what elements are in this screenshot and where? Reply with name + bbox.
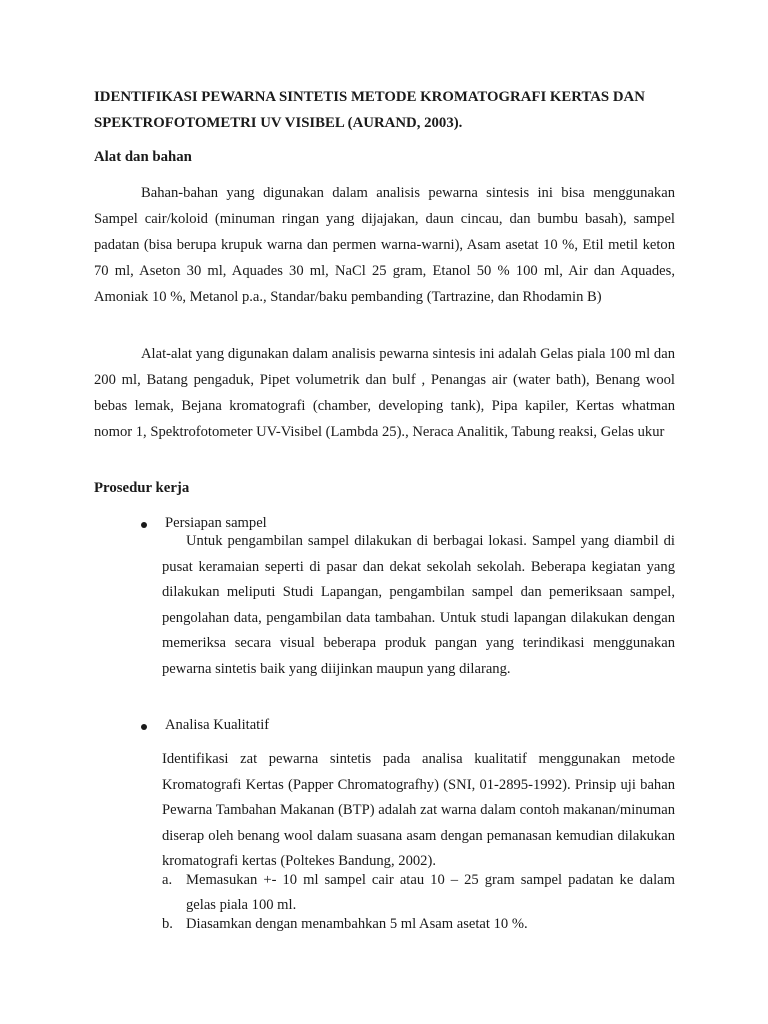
bullet-label: Persiapan sampel xyxy=(165,515,267,531)
list-item-text: Diasamkan dengan menambahkan 5 ml Asam asetat 10 %. xyxy=(186,916,528,932)
paragraph-persiapan-sampel: Untuk pengambilan sampel dilakukan di berbagai lokasi. Sampel yang diambil di pusat keramaian seperti di pasar dan dekat sekolah sekolah. Beberapa kegiatan yang dilakukan meliputi Studi Lapangan, pengambilan sampel dan pemeriksaan sampel, pengolahan data, pengambilan data tambahan. Untuk studi lapangan dilakukan dengan memeriksa secara visual beberapa produk pangan yang terindikasi menggunakan pewarna sintetis baik yang diijinkan maupun yang dilarang. xyxy=(162,533,675,677)
list-marker: b. xyxy=(162,916,173,932)
document-title: IDENTIFIKASI PEWARNA SINTETIS METODE KROMATOGRAFI KERTAS DAN SPEKTROFOTOMETRI UV VISIBEL (AURAND, 2003). xyxy=(94,89,645,131)
bullet-label: Analisa Kualitatif xyxy=(165,717,270,733)
bullet-dot-icon xyxy=(141,522,147,528)
heading-prosedur-kerja: Prosedur kerja xyxy=(94,480,190,496)
heading-alat-dan-bahan: Alat dan bahan xyxy=(94,149,192,165)
list-marker: a. xyxy=(162,872,173,888)
paragraph-bahan: Bahan-bahan yang digunakan dalam analisis pewarna sintesis ini bisa menggunakan Sampel cair/koloid (minuman ringan yang dijajakan, daun cincau, dan bumbu basah), sampel padatan (bisa berupa krupuk warna dan permen warna-warni), Asam asetat 10 %, Etil metil keton 70 ml, Aseton 30 ml, Aquades 30 ml, NaCl 25 gram, Etanol 50 % 100 ml, Air dan Aquades, Amoniak 10 %, Metanol p.a., Standar/baku pembanding (Tartrazine, dan Rhodamin B) xyxy=(94,185,675,305)
list-item-text: Memasukan +- 10 ml sampel cair atau 10 – 25 gram sampel padatan ke dalam gelas piala 100 ml. xyxy=(186,872,675,913)
paragraph-analisa-kualitatif: Identifikasi zat pewarna sintetis pada analisa kualitatif menggunakan metode Kromatografi Kertas (Papper Chromatografhy) (SNI, 01-2895-1992). Prinsip uji bahan Pewarna Tambahan Makanan (BTP) adalah zat warna dalam contoh makanan/minuman diserap oleh benang wool dalam suasana asam dengan pemanasan kemudian dilakukan kromatografi kertas (Poltekes Bandung, 2002). xyxy=(162,751,675,870)
list-item-a xyxy=(162,868,675,918)
bullet-dot-icon xyxy=(141,724,147,730)
list-item-b xyxy=(162,912,675,937)
paragraph-alat: Alat-alat yang digunakan dalam analisis pewarna sintesis ini adalah Gelas piala 100 ml dan 200 ml, Batang pengaduk, Pipet volumetrik dan bulf , Penangas air (water bath), Benang wool bebas lemak, Bejana kromatografi (chamber, developing tank), Pipa kapiler, Kertas whatman nomor 1, Spektrofotometer UV-Visibel (Lambda 25)., Neraca Analitik, Tabung reaksi, Gelas ukur xyxy=(94,346,675,440)
